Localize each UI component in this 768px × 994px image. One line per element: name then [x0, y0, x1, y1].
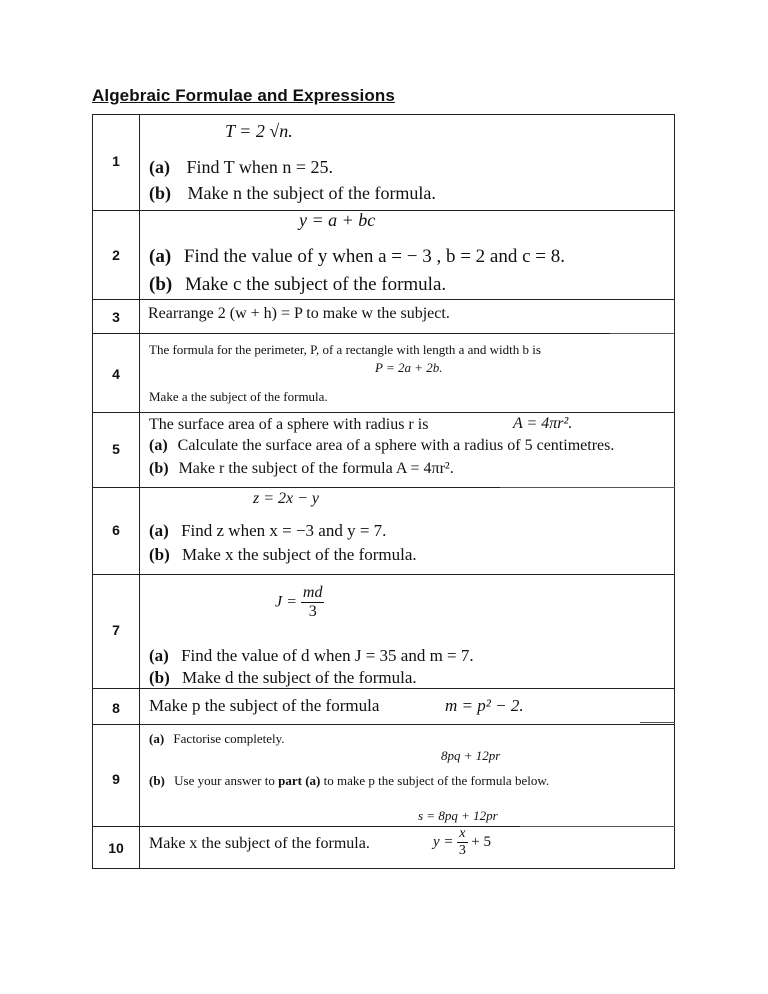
fraction-numerator: x	[459, 826, 466, 841]
formula: m = p² − 2.	[445, 696, 524, 715]
question-number: 7	[112, 622, 120, 638]
fraction-numerator: md	[302, 584, 323, 601]
formula-rhs: + 5	[471, 834, 491, 850]
part-text: Make c the subject of the formula.	[184, 274, 447, 295]
part-text: Calculate the surface area of a sphere with a radius of 5 centimetres.	[177, 437, 615, 454]
question-number: 4	[112, 366, 120, 382]
formula	[275, 584, 324, 621]
question-row-8	[93, 688, 674, 724]
question-number: 6	[112, 522, 120, 538]
fraction	[457, 826, 467, 859]
question-row-3	[93, 299, 674, 333]
part-text-bold: part (a)	[278, 773, 321, 788]
formula: P = 2a + 2b.	[375, 360, 443, 375]
part-text: Make d the subject of the formula.	[182, 668, 417, 687]
question-number: 8	[112, 700, 120, 716]
fraction-denominator: 3	[308, 603, 317, 620]
part-b	[149, 274, 446, 296]
formula-lhs: J =	[275, 593, 297, 611]
question-text: Make a the subject of the formula.	[149, 389, 328, 404]
question-row-5	[93, 412, 674, 487]
questions-table	[92, 114, 675, 869]
part-label: (b)	[149, 460, 169, 477]
formula: z = 2x − y	[253, 490, 320, 507]
question-row-7	[93, 574, 674, 688]
part-label: (a)	[149, 521, 169, 540]
part-text: Find T when n = 25.	[186, 157, 333, 177]
question-row-9	[93, 724, 674, 826]
image-edge-line	[610, 333, 674, 334]
part-text: Factorise completely.	[173, 731, 285, 746]
part-label: (b)	[149, 773, 165, 788]
question-number: 9	[112, 771, 120, 787]
question-number: 10	[108, 840, 124, 856]
question-number: 2	[112, 247, 120, 263]
formula: s = 8pq + 12pr	[418, 808, 498, 823]
part-label: (b)	[149, 183, 171, 203]
formula-lhs: y =	[433, 834, 454, 850]
part-text: Make r the subject of the formula A = 4πr².	[178, 460, 454, 477]
part-label: (a)	[149, 246, 172, 267]
part-text: Make n the subject of the formula.	[187, 183, 436, 203]
part-b	[149, 773, 549, 789]
part-text: Use your answer to	[174, 773, 275, 788]
question-row-2	[93, 210, 674, 299]
question-row-6	[93, 487, 674, 574]
question-row-1	[93, 115, 674, 210]
part-a	[149, 646, 474, 666]
question-number: 5	[112, 441, 120, 457]
part-text: to make p the subject of the formula below.	[323, 773, 550, 788]
question-row-10	[93, 826, 674, 870]
part-label: (b)	[149, 545, 170, 564]
formula: 8pq + 12pr	[441, 748, 501, 763]
part-text: Find the value of y when a = − 3 , b = 2 and c = 8.	[183, 246, 566, 267]
part-a	[149, 521, 386, 541]
part-a	[149, 157, 333, 178]
part-text: Find the value of d when J = 35 and m = 7.	[181, 646, 474, 665]
image-edge-line	[520, 826, 675, 827]
formula: A = 4πr².	[513, 415, 573, 432]
formula: T = 2 √n.	[225, 121, 293, 141]
question-row-4	[93, 333, 674, 412]
fraction-denominator: 3	[458, 843, 466, 858]
question-text: The surface area of a sphere with radius r is	[149, 416, 429, 433]
part-a	[149, 246, 565, 268]
part-b	[149, 545, 417, 565]
part-b	[149, 460, 454, 478]
part-label: (a)	[149, 731, 165, 746]
question-number: 1	[112, 153, 120, 169]
fraction	[301, 584, 325, 621]
part-b	[149, 668, 417, 688]
part-label: (a)	[149, 157, 170, 177]
part-text: Make x the subject of the formula.	[182, 545, 417, 564]
question-number: 3	[112, 309, 120, 325]
question-text: Rearrange 2 (w + h) = P to make w the subject.	[148, 305, 450, 322]
part-b	[149, 183, 436, 204]
part-label: (a)	[149, 437, 168, 454]
question-text: The formula for the perimeter, P, of a rectangle with length a and width b is	[149, 342, 541, 357]
part-a	[149, 437, 614, 455]
part-text: Find z when x = −3 and y = 7.	[181, 521, 387, 540]
part-label: (b)	[149, 274, 173, 295]
image-edge-line	[640, 722, 675, 723]
part-label: (b)	[149, 668, 170, 687]
question-text: Make p the subject of the formula	[149, 696, 380, 715]
formula	[433, 826, 491, 859]
part-a	[149, 731, 285, 747]
formula: y = a + bc	[299, 210, 376, 230]
part-label: (a)	[149, 646, 169, 665]
page-title: Algebraic Formulae and Expressions	[92, 86, 395, 105]
question-text: Make x the subject of the formula.	[149, 835, 370, 852]
image-edge-line	[500, 487, 675, 488]
